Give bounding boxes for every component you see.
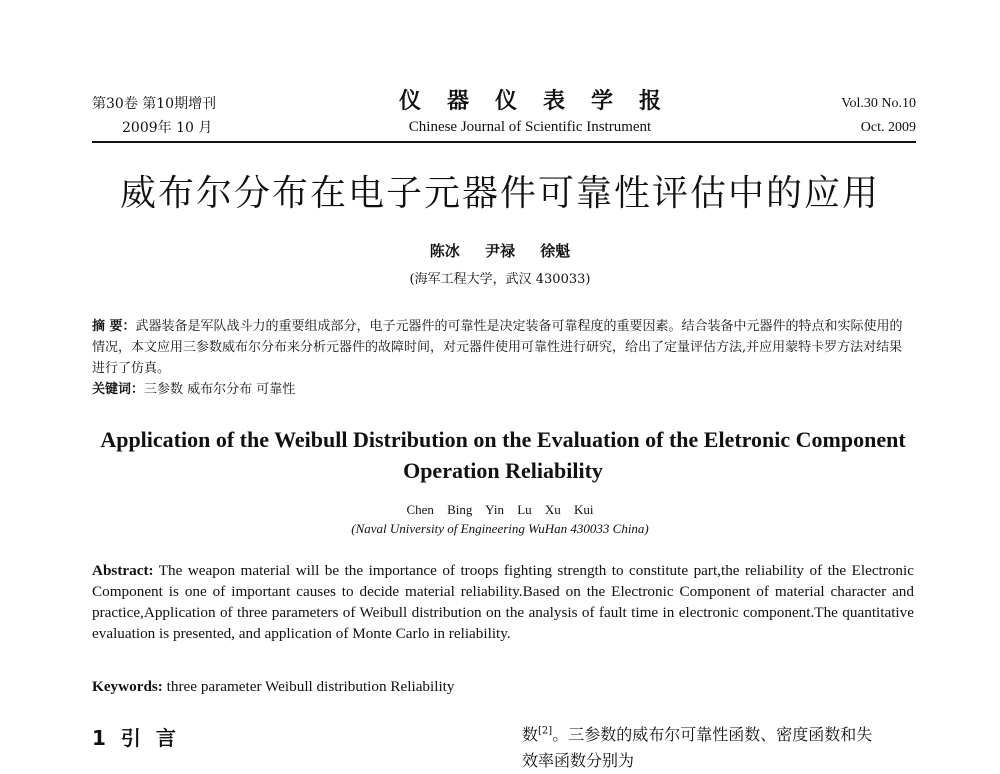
abstract-cn-text: 武器装备是军队战斗力的重要组成部分，电子元器件的可靠性是决定装备可靠程度的重要因素。结合装备中元器件的特点和实际使用的情况，本文应用三参数威布尔分布来分析元器件的故障时间，对元器件使用可靠性进行研究，给出了定量评估方法,并应用蒙特卡罗方法对结果进行了仿真。 [92, 319, 903, 376]
volume-issue-cn: 第30卷 第10期增刊 [92, 96, 217, 112]
abstract-en-label: Abstract: [92, 562, 154, 579]
journal-title-cn: 仪器仪表学报 [398, 88, 687, 114]
section-heading-introduction: 1 引 言 [92, 726, 180, 750]
header-right [841, 92, 916, 140]
date-cn: 2009年 10 月 [122, 120, 213, 136]
paper-title-en: Application of the Weibull Distribution on the Evaluation of the Eletronic Component Operation Reliability [100, 427, 906, 483]
keywords-en-line [92, 676, 914, 697]
citation-ref: [2] [538, 725, 553, 737]
keywords-en: three parameter Weibull distribution Reliability [166, 678, 455, 695]
keywords-en-label: Keywords: [92, 678, 163, 695]
abstract-en-text: The weapon material will be the importance of troops fighting strength to constitute part,the reliability of the Electronic Component is one of important causes to decide material reliability.Based on the Electronic Component of material character and practice,Application of three parameters of Weibull distribution on the analysis of fault time in electronic component.The quantitative evaluation is presented, and application of Monte Carlo in reliability. [92, 562, 914, 642]
abstract-cn-label: 摘 要： [92, 319, 136, 334]
authors-cn: 陈冰 尹禄 徐魁 [429, 242, 571, 260]
header-center [340, 86, 720, 138]
header-rule [92, 141, 916, 143]
authors-en: Chen Bing Yin Lu Xu Kui [406, 502, 594, 517]
right-column-cut-line: 效率函数分别为 [522, 751, 635, 770]
right-column-text-cont: 。三参数的威布尔可靠性函数、密度函数和失 [552, 725, 873, 744]
abstract-en [92, 560, 914, 644]
date-en: Oct. 2009 [860, 120, 916, 135]
paper-title-cn: 威布尔分布在电子元器件可靠性评估中的应用 [119, 173, 880, 214]
right-column-text [522, 722, 914, 774]
header-left [92, 92, 216, 140]
abstract-cn [92, 316, 914, 400]
journal-title-en: Chinese Journal of Scientific Instrument [408, 119, 652, 135]
volume-issue-en: Vol.30 No.10 [841, 96, 916, 111]
keywords-cn-label: 关键词： [92, 382, 145, 397]
affiliation-en: (Naval University of Engineering WuHan 430033 China) [351, 521, 649, 536]
keywords-cn: 三参数 威布尔分布 可靠性 [144, 382, 296, 397]
right-column-text-start: 数 [522, 725, 539, 744]
affiliation-cn: (海军工程大学，武汉 430033) [409, 272, 591, 287]
